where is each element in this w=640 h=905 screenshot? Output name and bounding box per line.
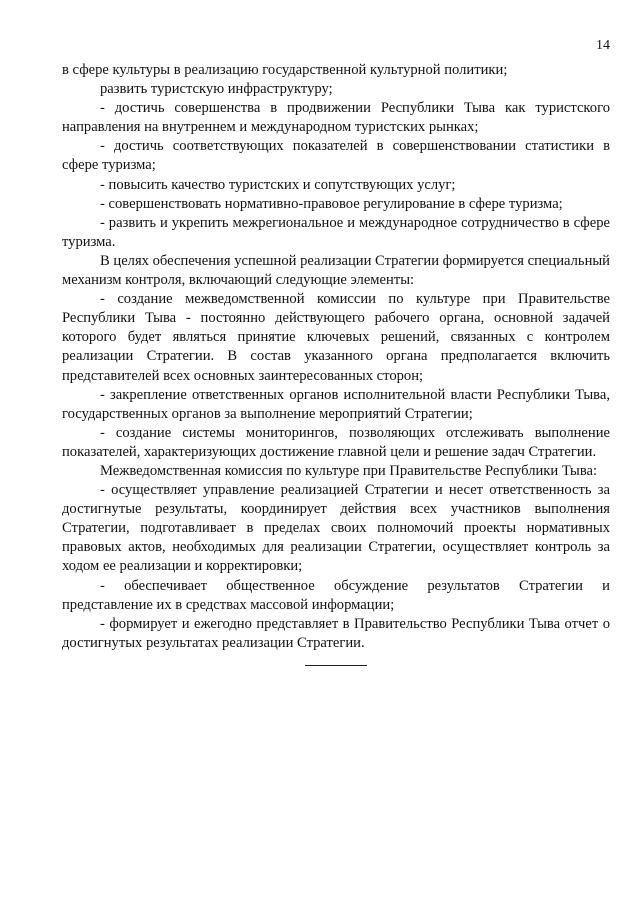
paragraph: - достичь соответствующих показателей в совершенствовании статистики в сфере туризма; <box>62 138 610 174</box>
paragraph: - закрепление ответственных органов исполнительной власти Республики Тыва, государственных органов за выполнение мероприятий Стратегии; <box>62 386 610 422</box>
page-number: 14 <box>596 38 610 53</box>
paragraph: - осуществляет управление реализацией Стратегии и несет ответственность за достигнутые результаты, координирует действия всех участников выполнения Стратегии, подготавливает в пределах своих полномочий проекты нормативных правовых актов, необходимых для реализации Стратегии, осуществляет контроль за ходом ее реализации и корректировки; <box>62 482 610 575</box>
paragraph: - достичь совершенства в продвижении Республики Тыва как туристского направления на внутреннем и международном туристских рынках; <box>62 100 610 136</box>
paragraph: в сфере культуры в реализацию государственной культурной политики; <box>62 62 508 78</box>
paragraph: - развить и укрепить межрегиональное и международное сотрудничество в сфере туризма. <box>62 214 610 250</box>
paragraph: - создание системы мониторингов, позволяющих отслеживать выполнение показателей, характеризующих достижение главной цели и решение задач Стратегии. <box>62 424 610 460</box>
paragraph: - формирует и ежегодно представляет в Правительство Республики Тыва отчет о достигнутых результатах реализации Стратегии. <box>62 615 610 651</box>
document-body <box>62 61 610 653</box>
paragraph: Межведомственная комиссия по культуре при Правительстве Республики Тыва: <box>100 462 598 479</box>
paragraph: - совершенствовать нормативно-правовое регулирование в сфере туризма; <box>100 195 563 212</box>
end-divider <box>305 665 367 666</box>
paragraph: В целях обеспечения успешной реализации Стратегии формируется специальный механизм контроля, включающий следующие элементы: <box>62 252 610 289</box>
paragraph: развить туристскую инфраструктуру; <box>100 81 333 98</box>
paragraph: - обеспечивает общественное обсуждение результатов Стратегии и представление их в средствах массовой информации; <box>62 577 610 613</box>
paragraph: - повысить качество туристских и сопутствующих услуг; <box>100 176 456 193</box>
paragraph: - создание межведомственной комиссии по культуре при Правительстве Республики Тыва - постоянно действующего рабочего органа, основной задачей которого будет являться принятие ключевых решений, связанных с контролем реализации Стратегии. В состав указанного органа предполагается включить представителей всех основных заинтересованных сторон; <box>62 291 610 384</box>
